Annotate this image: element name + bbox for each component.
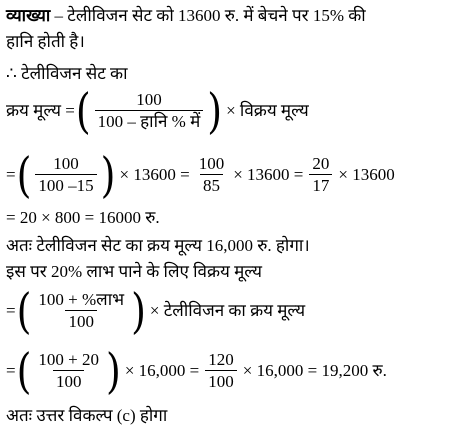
denominator: 100 (53, 370, 85, 391)
right-paren: ) (131, 283, 146, 338)
formula-lhs: क्रय मूल्य = (6, 100, 75, 120)
left-paren: ( (16, 147, 32, 202)
denominator: 100 (65, 310, 97, 331)
term: × 13600 (338, 164, 395, 184)
numerator: 120 (208, 350, 234, 369)
formula-rhs: × टेलीविजन का क्रय मूल्य (149, 300, 306, 320)
term: × 13600 = (119, 164, 190, 184)
term: × 16,000 = (124, 360, 200, 380)
numerator: 100 (53, 154, 79, 173)
problem-statement: – टेलीविजन सेट को 13600 रु. में बेचने पर 15% की (50, 6, 366, 25)
denominator: 17 (309, 174, 332, 195)
result-line: = 20 × 800 = 16000 रु. (6, 208, 160, 227)
line-therefore: ∴ टेलीविजन सेट का (6, 64, 128, 83)
right-paren: ) (207, 83, 223, 138)
fraction (309, 154, 332, 195)
formula-rhs: × विक्रय मूल्य (226, 100, 309, 120)
left-paren: ( (75, 83, 91, 138)
equals-sign: = (6, 360, 16, 380)
fraction (35, 154, 96, 195)
explanation-heading: व्याख्या (6, 6, 51, 25)
line-intro (6, 6, 366, 26)
numerator: 20 (312, 154, 330, 173)
numerator: 100 (198, 154, 225, 173)
final-calculation (6, 343, 390, 398)
fraction (95, 90, 204, 131)
right-paren: ) (100, 147, 116, 202)
formula-cost-price (6, 83, 312, 138)
fraction (205, 350, 237, 391)
numerator: 100 + %लाभ (38, 290, 125, 309)
calculation-line (6, 147, 398, 202)
right-paren: ) (106, 343, 121, 398)
numerator: 100 + 20 (38, 350, 100, 369)
fraction (35, 350, 102, 391)
equals-sign: = (6, 164, 16, 184)
profit-statement: इस पर 20% लाभ पाने के लिए विक्रय मूल्य (6, 262, 262, 281)
fraction (35, 290, 127, 331)
formula-selling-price (6, 283, 308, 338)
line-loss: हानि होती है। (6, 32, 85, 51)
cost-price-statement: अतः टेलीविजन सेट का क्रय मूल्य 16,000 रु. होगा। (6, 236, 310, 255)
answer-line: अतः उत्तर विकल्प (c) होगा (6, 406, 168, 425)
left-paren: ( (16, 283, 32, 338)
equals-sign: = (6, 300, 16, 320)
denominator: 85 (200, 174, 223, 195)
term: × 16,000 = 19,200 रु. (242, 360, 387, 380)
denominator: 100 (205, 370, 237, 391)
numerator: 100 (136, 90, 162, 109)
denominator: 100 – हानि % में (95, 110, 204, 131)
left-paren: ( (16, 343, 32, 398)
fraction (196, 154, 228, 195)
denominator: 100 –15 (35, 174, 96, 195)
term: × 13600 = (233, 164, 304, 184)
